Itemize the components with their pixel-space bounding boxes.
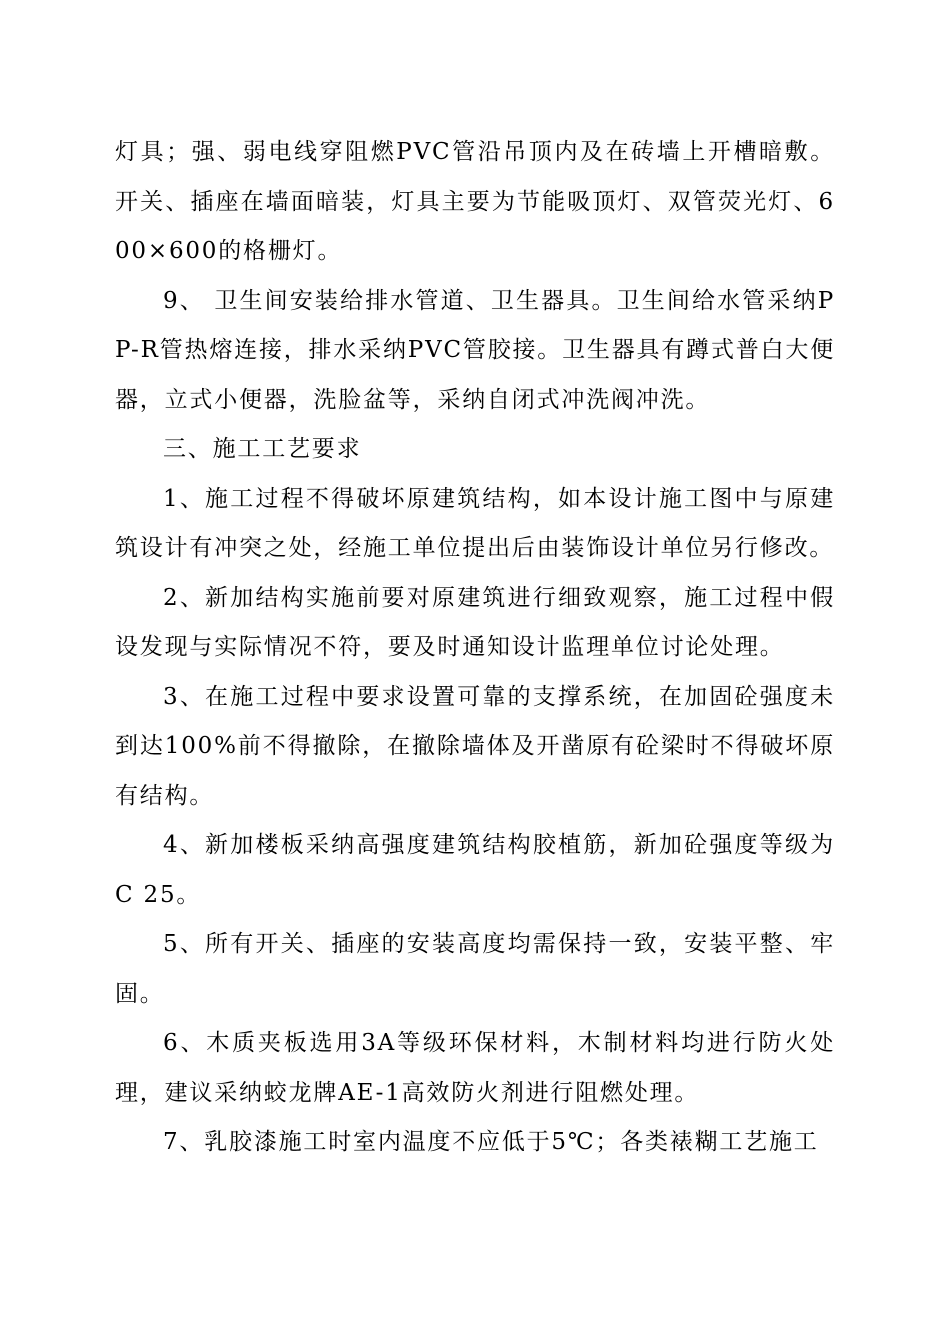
paragraph-requirement-6: 6、木质夹板选用3A等级环保材料，木制材料均进行防火处理，建议采纳蛟龙牌AE-1高效防火剂进行阻燃处理。 <box>115 1030 835 1106</box>
paragraph-requirement-1: 1、施工过程不得破坏原建筑结构，如本设计施工图中与原建筑设计有冲突之处，经施工单位提出后由装饰设计单位另行修改。 <box>115 485 835 561</box>
paragraph-lighting-wiring: 灯具；强、弱电线穿阻燃PVC管沿吊顶内及在砖墙上开槽暗敷。开关、插座在墙面暗装，灯具主要为节能吸顶灯、双管荧光灯、600×600的格栅灯。 <box>115 139 835 264</box>
paragraph-item-9-plumbing: 9、 卫生间安装给排水管道、卫生器具。卫生间给水管采纳PP-R管热熔连接，排水采纳PVC管胶接。卫生器具有蹲式普白大便器，立式小便器，洗脸盆等，采纳自闭式冲洗阀冲洗。 <box>115 287 835 413</box>
section-heading-construction-requirements: 三、施工工艺要求 <box>163 436 362 462</box>
document-body <box>115 128 835 1168</box>
paragraph-requirement-4: 4、新加楼板采纳高强度建筑结构胶植筋，新加砼强度等级为C 25。 <box>115 832 835 908</box>
paragraph-requirement-3: 3、在施工过程中要求设置可靠的支撑系统，在加固砼强度未到达100%前不得撤除，在撤除墙体及开凿原有砼梁时不得破坏原有结构。 <box>115 683 835 809</box>
paragraph-requirement-5: 5、所有开关、插座的安装高度均需保持一致，安装平整、牢固。 <box>115 931 835 1007</box>
paragraph-requirement-7: 7、乳胶漆施工时室内温度不应低于5℃；各类裱糊工艺施工 <box>163 1129 819 1155</box>
paragraph-requirement-2: 2、新加结构实施前要对原建筑进行细致观察，施工过程中假设发现与实际情况不符，要及时通知设计监理单位讨论处理。 <box>115 584 835 660</box>
